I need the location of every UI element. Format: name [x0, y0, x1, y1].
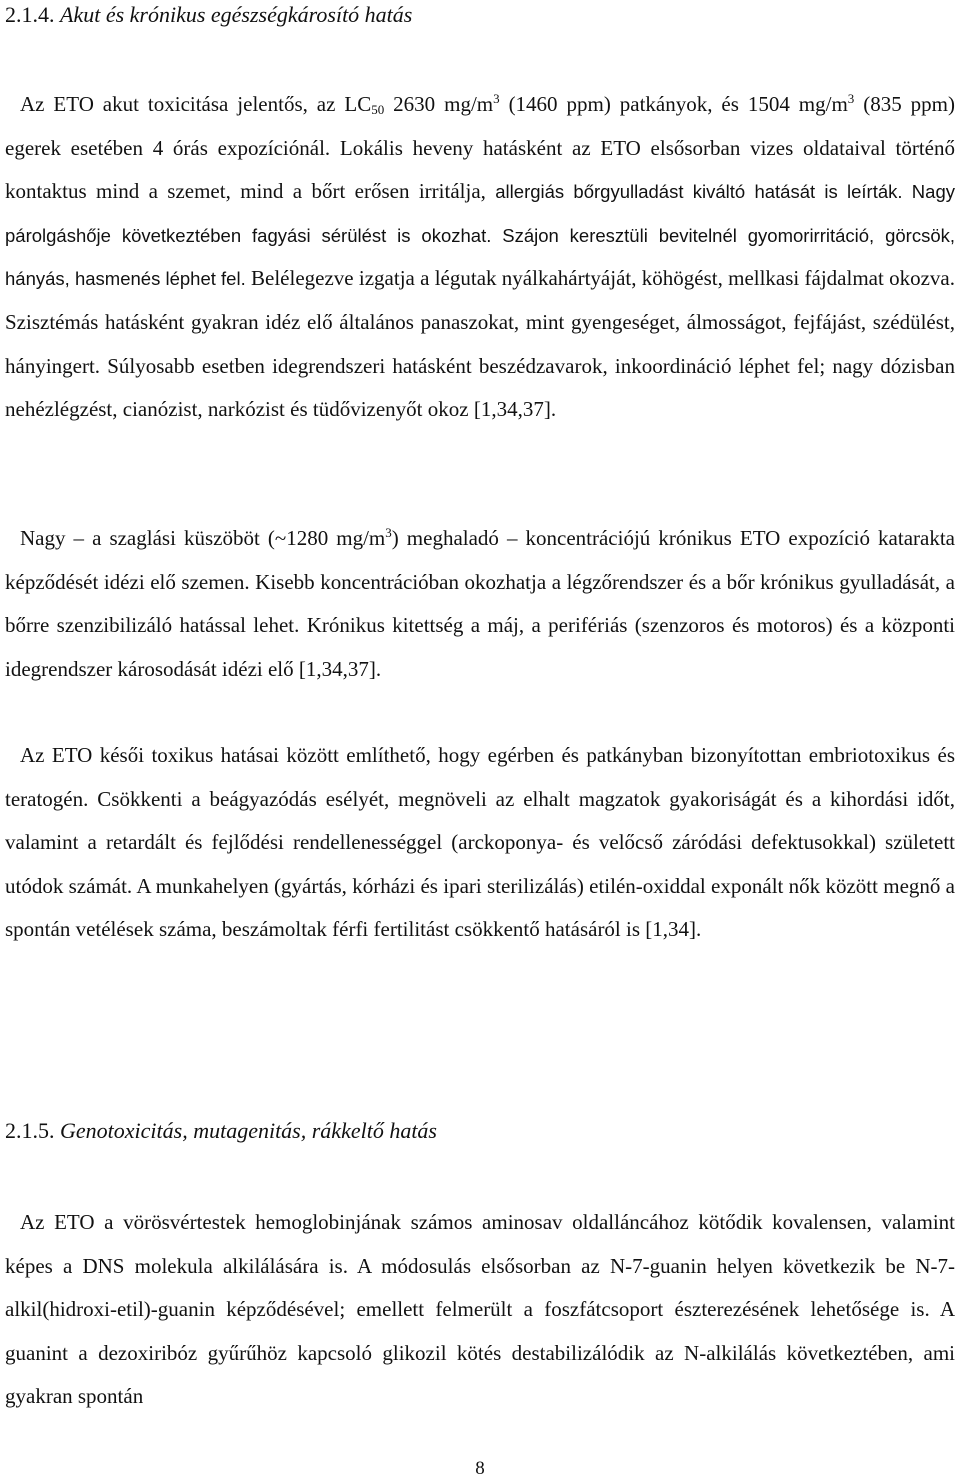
text-run: Az ETO késői toxikus hatásai között említhető, hogy egérben és patkányban bizonyítottan embriotoxikus és teratogén. Csökkenti a beágyazódás esélyét, megnöveli az elhalt magzatok gyakoriságát és a kihordási időt, valamint a retardált és fejlődési rendellenességgel (arckoponya- és velőcső záródási defektusokkal) született utódok számát. A munkahelyen (gyártás, kórházi és ipari sterilizálás) etilén-oxiddal exponált nők között megnő a spontán vetélések száma, beszámoltak férfi fertilitást csökkentő hatásáról is [1,34]. [5, 743, 955, 942]
paragraph-genotoxicity [5, 1201, 955, 1419]
section-title: Genotoxicitás, mutagenitás, rákkeltő hatás [60, 1118, 437, 1143]
paragraph-acute-toxicity [5, 83, 955, 432]
text-run: Belélegezve izgatja a légutak nyálkahártyáját, köhögést, mellkasi fájdalmat okozva. Szisztémás hatásként gyakran idéz elő általános panaszokat, mint gyengeséget, álmosságot, fejfájást, szédülést, hányingert. Súlyosabb esetben idegrendszeri hatásként beszédzavarok, inkoordináció léphet fel; nagy dózisban nehézlégzést, cianózist, narkózist és tüdővizenyőt okoz [1,34,37]. [5, 266, 955, 422]
section-number: 2.1.4. [5, 2, 55, 27]
paragraph-chronic-effects [5, 517, 955, 691]
section-heading-2-1-5 [5, 1118, 437, 1144]
text-run: Nagy – a szaglási küszöböt (~1280 mg/m [20, 526, 386, 550]
superscript: 3 [493, 91, 500, 106]
text-run: 2630 mg/m [384, 92, 494, 116]
text-run: (835 ppm) egerek esetében 4 órás expozíciónál. Lokális heveny hatásként az ETO elsősorban vizes oldataival történő kontaktus mind a szemet, mind a bőrt erősen irritálja, [5, 92, 955, 204]
text-run-sans: allergiás bőrgyulladást kiváltó hatását is leírták. Nagy párolgáshője következtében fagyási sérülést is okozhat. Szájon keresztüli bevitelnél gyomorirritáció, görcsök, hányás, hasmenés léphet fel. [5, 181, 955, 290]
section-heading-2-1-4 [5, 2, 412, 28]
subscript: 50 [371, 102, 385, 117]
paragraph-late-effects [5, 734, 955, 952]
superscript: 3 [385, 525, 392, 540]
text-run: (1460 ppm) patkányok, és 1504 mg/m [499, 92, 848, 116]
text-run: Az ETO akut toxicitása jelentős, az LC [20, 92, 372, 116]
superscript: 3 [847, 91, 855, 106]
section-number: 2.1.5. [5, 1118, 55, 1143]
text-run: ) meghaladó – koncentrációjú krónikus ETO expozíció katarakta képződését idézi elő szemen. Kisebb koncentrációban okozhatja a légzőrendszer és a bőr krónikus gyulladását, a bőrre szenzibilizáló hatással lehet. Krónikus kitettség a máj, a perifériás (szenzoros és motoros) és a központi idegrendszer károsodását idézi elő [1,34,37]. [5, 526, 955, 681]
section-title: Akut és krónikus egészségkárosító hatás [60, 2, 413, 27]
text-run: Az ETO a vörösvértestek hemoglobinjának számos aminosav oldalláncához kötődik kovalensen, valamint képes a DNS molekula alkilálására is. A módosulás elsősorban az N-7-guanin helyen következik be N-7-alkil(hidroxi-etil)-guanin képződésével; emellett felmerült a foszfátcsoport észterezésének lehetősége is. A guanint a dezoxiribóz gyűrűhöz kapcsoló glikozil kötés destabilizálódik az N-alkilálás következtében, ami gyakran spontán [5, 1210, 955, 1409]
page-number: 8 [475, 1458, 485, 1479]
